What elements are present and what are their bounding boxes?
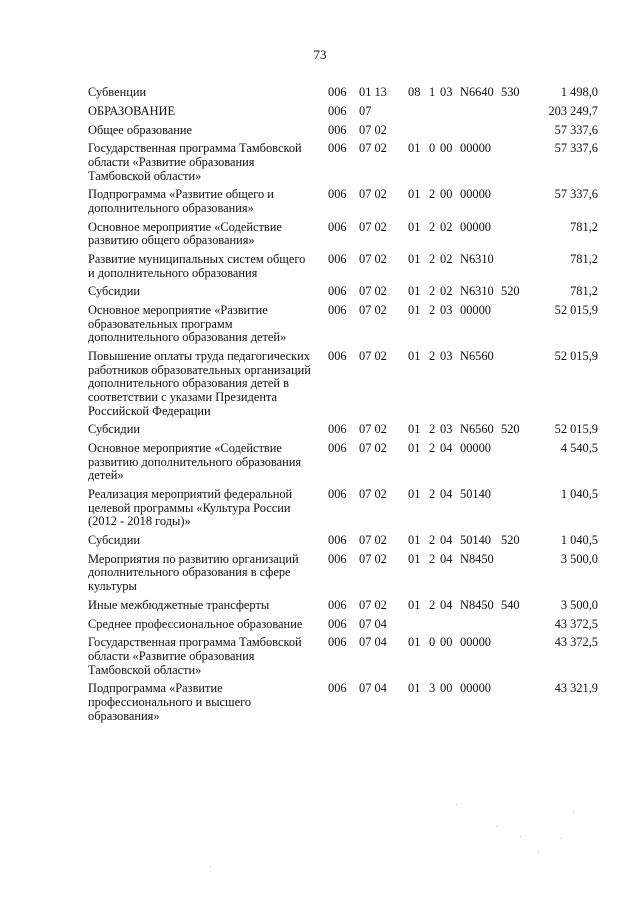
section-code: 07 (359, 103, 372, 118)
program-code: 01 (408, 252, 421, 267)
ministry-code: 006 (328, 551, 347, 566)
row-name: Основное мероприятие «Содействие развитию дополнительного образования детей» (88, 441, 302, 483)
row-name: Подпрограмма «Развитие профессионального и высшего образования» (88, 681, 252, 723)
amount: 1 498,0 (560, 85, 598, 99)
section-code: 01 13 (359, 85, 387, 99)
program-code: 01 (408, 141, 421, 156)
program-code: 01 (408, 219, 421, 234)
subprogram-code: 2 (429, 284, 436, 299)
row-name: Развитие муниципальных систем общего и дополнительного образования (88, 252, 306, 280)
section-code: 07 02 (359, 597, 387, 612)
table-row (88, 616, 598, 632)
direction-code: 00000 (460, 141, 491, 156)
section-code: 07 02 (359, 252, 387, 267)
direction-code: 50140 (460, 487, 491, 502)
event-code: 03 (440, 303, 453, 318)
program-code: 01 (408, 597, 421, 612)
row-name: Среднее профессиональное образование (88, 616, 303, 631)
ministry-code: 006 (328, 122, 347, 137)
scan-speck (496, 826, 497, 827)
program-code: 01 (408, 635, 421, 650)
row-name: Субсидии (88, 422, 140, 437)
section-code: 07 02 (359, 303, 387, 318)
scan-speck (456, 804, 457, 805)
row-name: Основное мероприятие «Развитие образовательных программ дополнительного образования детей» (88, 303, 287, 345)
ministry-code: 006 (328, 441, 347, 456)
subprogram-code: 2 (429, 349, 436, 364)
table-row (88, 681, 598, 723)
section-code: 07 04 (359, 616, 387, 631)
amount: 52 015,9 (554, 349, 598, 364)
subprogram-code: 2 (429, 551, 436, 566)
amount: 4 540,5 (560, 441, 598, 456)
program-code: 01 (408, 487, 421, 502)
section-code: 07 04 (359, 635, 387, 650)
event-code: 04 (440, 597, 453, 612)
budget-table (88, 85, 598, 728)
ministry-code: 006 (328, 103, 347, 118)
row-name: Основное мероприятие «Содействие развитию общего образования» (88, 219, 282, 248)
amount: 781,2 (570, 219, 598, 234)
expense-type-code: 530 (501, 85, 520, 99)
row-name: Реализация мероприятий федеральной целевой программы «Культура России (2012 - 2018 годы)» (88, 487, 293, 529)
expense-type-code: 520 (501, 422, 520, 437)
row-name: Субсидии (88, 533, 140, 548)
program-code: 01 (408, 533, 421, 548)
ministry-code: 006 (328, 597, 347, 612)
table-row (88, 85, 598, 100)
row-name: Государственная программа Тамбовской области «Развитие образования Тамбовской области» (88, 141, 302, 183)
amount: 3 500,0 (560, 597, 598, 612)
program-code: 01 (408, 441, 421, 456)
row-name: Иные межбюджетные трансферты (88, 597, 270, 612)
event-code: 00 (440, 635, 453, 650)
ministry-code: 006 (328, 422, 347, 437)
direction-code: N6640 (460, 85, 494, 99)
row-name: Субвенции (88, 85, 147, 99)
expense-type-code: 520 (501, 284, 520, 299)
ministry-code: 006 (328, 187, 347, 202)
amount: 52 015,9 (554, 303, 598, 318)
event-code: 02 (440, 252, 453, 267)
table-row (88, 551, 598, 594)
program-code: 01 (408, 303, 421, 318)
table-row (88, 597, 598, 613)
table-row (88, 533, 598, 548)
event-code: 04 (440, 533, 453, 548)
row-name: Мероприятия по развитию организаций дополнительного образования в сфере культуры (88, 551, 299, 594)
direction-code: 00000 (460, 681, 491, 696)
scan-speck (573, 812, 574, 813)
amount: 203 249,7 (548, 103, 598, 118)
page-number: 73 (313, 47, 327, 62)
subprogram-code: 2 (429, 187, 436, 202)
section-code: 07 02 (359, 122, 387, 137)
direction-code: N6560 (460, 349, 494, 364)
amount: 57 337,6 (554, 187, 598, 202)
table-row (88, 284, 598, 299)
table-row (88, 141, 598, 183)
subprogram-code: 2 (429, 219, 436, 234)
scan-speck (210, 866, 211, 867)
row-name: Общее образование (88, 122, 193, 137)
row-name: Повышение оплаты труда педагогических работников образовательных организаций дополнительного образования детей в соответствии с указами Президента Российской Федерации (88, 349, 311, 418)
table-row (88, 252, 598, 280)
amount: 57 337,6 (554, 141, 598, 156)
scan-speck (538, 851, 539, 852)
table-row (88, 219, 598, 248)
ministry-code: 006 (328, 681, 347, 696)
direction-code: N8450 (460, 551, 494, 566)
section-code: 07 02 (359, 219, 387, 234)
program-code: 01 (408, 551, 421, 566)
table-row (88, 422, 598, 437)
section-code: 07 02 (359, 141, 387, 156)
direction-code: 50140 (460, 533, 491, 548)
event-code: 04 (440, 441, 453, 456)
amount: 52 015,9 (554, 422, 598, 437)
subprogram-code: 0 (429, 141, 436, 156)
event-code: 00 (440, 141, 453, 156)
direction-code: N8450 (460, 597, 494, 612)
expense-type-code: 520 (501, 533, 520, 548)
table-row (88, 349, 598, 418)
scan-speck (520, 836, 521, 837)
direction-code: N6310 (460, 252, 494, 267)
subprogram-code: 2 (429, 252, 436, 267)
event-code: 02 (440, 284, 453, 299)
amount: 43 372,5 (554, 616, 598, 631)
subprogram-code: 2 (429, 597, 436, 612)
amount: 3 500,0 (560, 551, 598, 566)
expense-type-code: 540 (501, 597, 520, 612)
ministry-code: 006 (328, 616, 347, 631)
section-code: 07 02 (359, 284, 387, 299)
ministry-code: 006 (328, 303, 347, 318)
event-code: 03 (440, 422, 453, 437)
section-code: 07 02 (359, 187, 387, 202)
program-code: 01 (408, 422, 421, 437)
row-name: Государственная программа Тамбовской области «Развитие образования Тамбовской области» (88, 635, 302, 677)
amount: 43 321,9 (554, 681, 598, 696)
subprogram-code: 0 (429, 635, 436, 650)
ministry-code: 006 (328, 635, 347, 650)
event-code: 03 (440, 349, 453, 364)
ministry-code: 006 (328, 284, 347, 299)
subprogram-code: 1 (429, 85, 436, 99)
ministry-code: 006 (328, 141, 347, 156)
direction-code: 00000 (460, 219, 491, 234)
direction-code: 00000 (460, 303, 491, 318)
table-row (88, 441, 598, 483)
section-code: 07 02 (359, 441, 387, 456)
amount: 57 337,6 (554, 122, 598, 137)
subprogram-code: 2 (429, 422, 436, 437)
table-row (88, 103, 598, 119)
event-code: 04 (440, 487, 453, 502)
section-code: 07 04 (359, 681, 387, 696)
ministry-code: 006 (328, 349, 347, 364)
event-code: 00 (440, 681, 453, 696)
subprogram-code: 2 (429, 533, 436, 548)
section-code: 07 02 (359, 349, 387, 364)
amount: 781,2 (570, 284, 598, 299)
table-row (88, 635, 598, 677)
event-code: 02 (440, 219, 453, 234)
program-code: 01 (408, 187, 421, 202)
section-code: 07 02 (359, 551, 387, 566)
event-code: 04 (440, 551, 453, 566)
table-row (88, 122, 598, 138)
event-code: 03 (440, 85, 453, 99)
amount: 1 040,5 (560, 487, 598, 502)
program-code: 01 (408, 681, 421, 696)
subprogram-code: 2 (429, 441, 436, 456)
event-code: 00 (440, 187, 453, 202)
direction-code: 00000 (460, 441, 491, 456)
subprogram-code: 2 (429, 487, 436, 502)
direction-code: N6560 (460, 422, 494, 437)
section-code: 07 02 (359, 487, 387, 502)
direction-code: N6310 (460, 284, 494, 299)
subprogram-code: 2 (429, 303, 436, 318)
program-code: 01 (408, 349, 421, 364)
amount: 1 040,5 (560, 533, 598, 548)
ministry-code: 006 (328, 85, 347, 99)
scan-speck (560, 838, 561, 839)
ministry-code: 006 (328, 533, 347, 548)
table-row (88, 303, 598, 345)
section-code: 07 02 (359, 422, 387, 437)
ministry-code: 006 (328, 219, 347, 234)
ministry-code: 006 (328, 252, 347, 267)
row-name: ОБРАЗОВАНИЕ (88, 103, 176, 118)
program-code: 08 (408, 85, 421, 99)
row-name: Субсидии (88, 284, 140, 299)
row-name: Подпрограмма «Развитие общего и дополнительного образования» (88, 187, 274, 215)
program-code: 01 (408, 284, 421, 299)
section-code: 07 02 (359, 533, 387, 548)
ministry-code: 006 (328, 487, 347, 502)
direction-code: 00000 (460, 635, 491, 650)
amount: 781,2 (570, 252, 598, 267)
subprogram-code: 3 (429, 681, 436, 696)
amount: 43 372,5 (554, 635, 598, 650)
table-row (88, 487, 598, 529)
direction-code: 00000 (460, 187, 491, 202)
table-row (88, 187, 598, 215)
